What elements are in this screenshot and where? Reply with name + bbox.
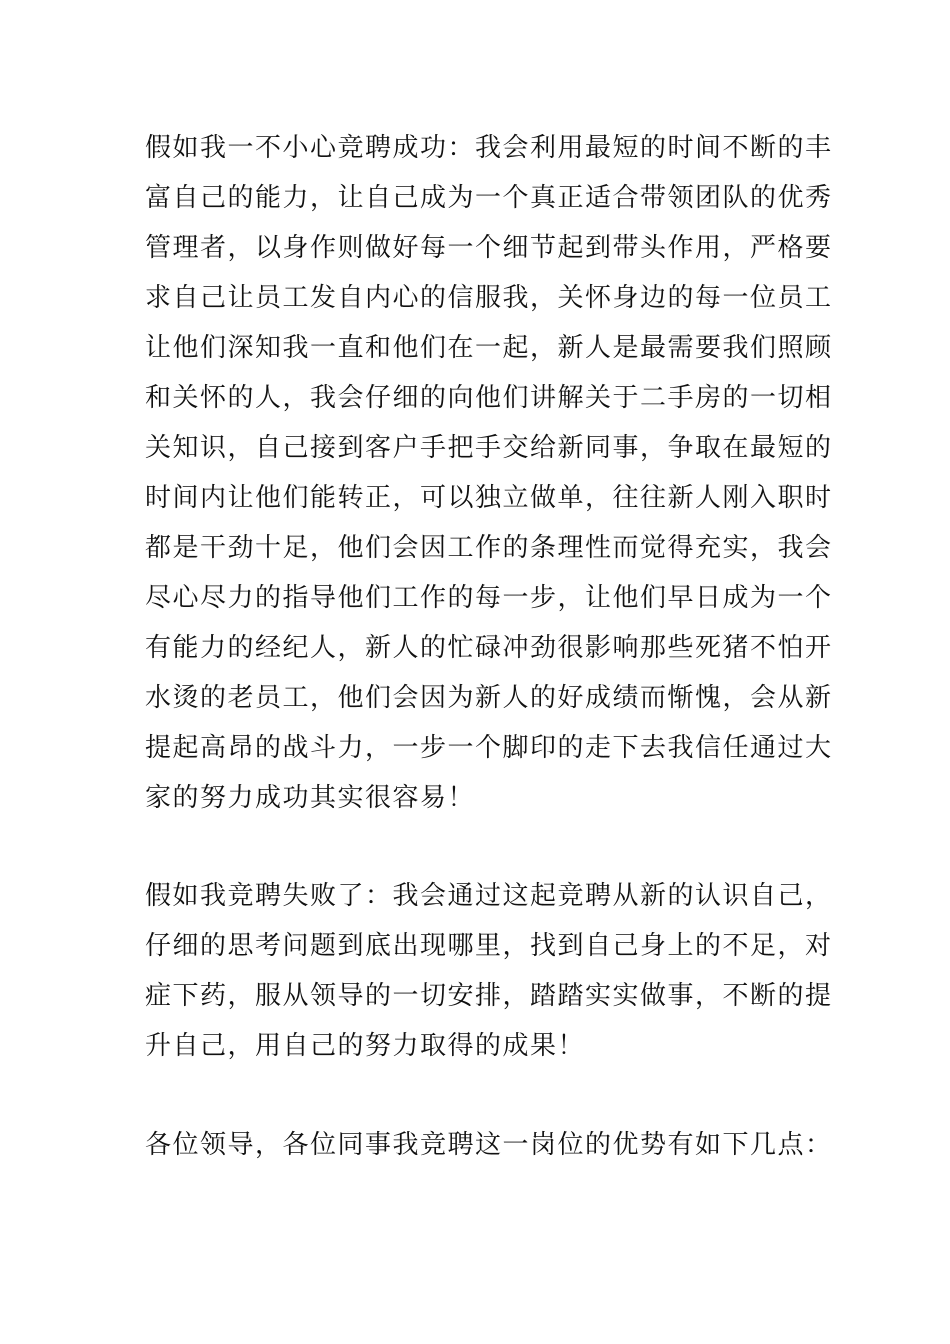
paragraph-1-line-2: 富自己的能力，让自己成为一个真正适合带领团队的优秀 — [145, 183, 833, 213]
paragraph-2-line-2: 仔细的思考问题到底出现哪里，找到自己身上的不足，对 — [145, 931, 833, 961]
paragraph-2-line-1: 假如我竞聘失败了：我会通过这起竞聘从新的认识自己， — [145, 881, 833, 911]
paragraph-1-line-13: 提起高昂的战斗力，一步一个脚印的走下去我信任通过大 — [145, 733, 833, 763]
paragraph-2-line-4: 升自己，用自己的努力取得的成果！ — [145, 1031, 586, 1061]
paragraph-2-line-3: 症下药，服从领导的一切安排，踏踏实实做事，不断的提 — [145, 981, 833, 1011]
paragraph-1-line-8: 时间内让他们能转正，可以独立做单，往往新人刚入职时 — [145, 483, 833, 513]
paragraph-1-line-11: 有能力的经纪人，新人的忙碌冲劲很影响那些死猪不怕开 — [145, 633, 833, 663]
paragraph-1-line-7: 关知识，自己接到客户手把手交给新同事，争取在最短的 — [145, 433, 833, 463]
paragraph-1-line-9: 都是干劲十足，他们会因工作的条理性而觉得充实，我会 — [145, 533, 833, 563]
paragraph-1-line-6: 和关怀的人，我会仔细的向他们讲解关于二手房的一切相 — [145, 383, 833, 413]
paragraph-1-line-5: 让他们深知我一直和他们在一起，新人是最需要我们照顾 — [145, 333, 833, 363]
paragraph-1-line-1: 假如我一不小心竞聘成功：我会利用最短的时间不断的丰 — [145, 133, 833, 163]
paragraph-1-line-14: 家的努力成功其实很容易！ — [145, 783, 476, 813]
paragraph-1-line-10: 尽心尽力的指导他们工作的每一步，让他们早日成为一个 — [145, 583, 833, 613]
paragraph-3-line-1: 各位领导，各位同事我竞聘这一岗位的优势有如下几点： — [145, 1130, 833, 1160]
paragraph-1-line-12: 水烫的老员工，他们会因为新人的好成绩而惭愧，会从新 — [145, 683, 833, 713]
paragraph-1-line-3: 管理者，以身作则做好每一个细节起到带头作用，严格要 — [145, 233, 833, 263]
paragraph-1-line-4: 求自己让员工发自内心的信服我，关怀身边的每一位员工 — [145, 283, 833, 313]
